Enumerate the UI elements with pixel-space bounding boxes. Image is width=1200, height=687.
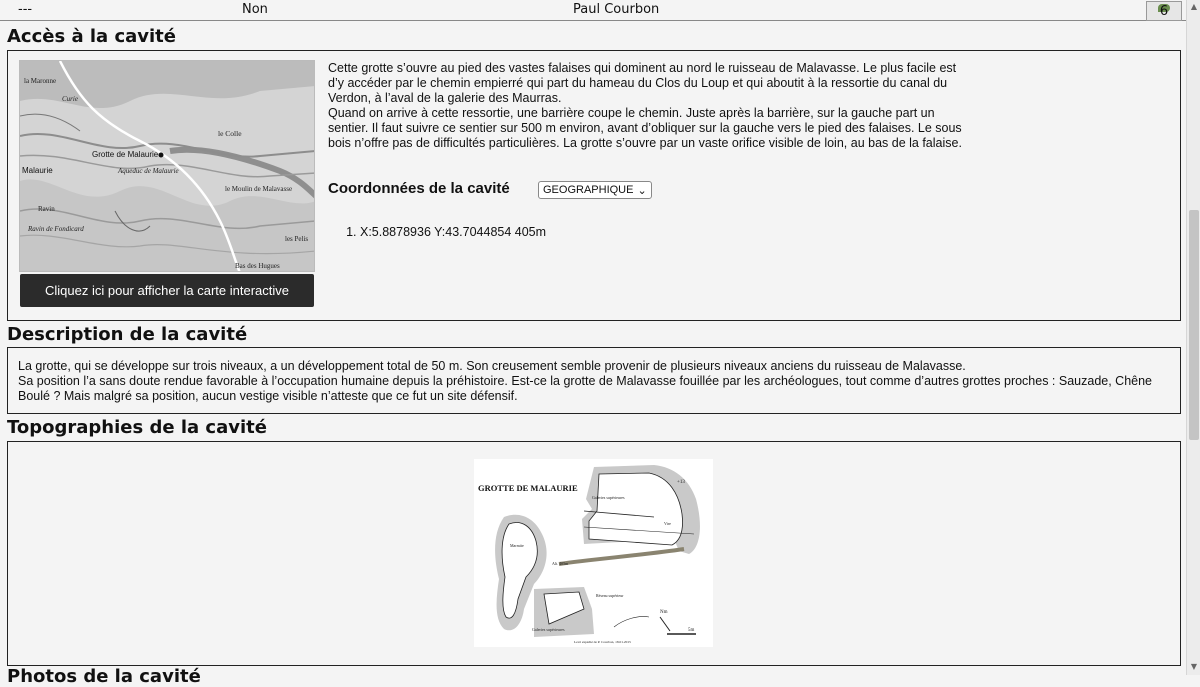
- row-action-button[interactable]: [1146, 1, 1182, 21]
- survey-credit: Levé expédié de P. Courbon, 18.01.2015: [574, 640, 631, 644]
- survey-label: Marmite: [510, 543, 524, 548]
- survey-graphic: [474, 459, 713, 647]
- map-label: Curie: [62, 95, 78, 103]
- description-paragraph: Sa position l’a sans doute rendue favorable à l’occupation humaine depuis la préhistoire. Est-ce la grotte de Malavasse fouillée par les archéologues, tout comme d’autres grottes proches : Sauzade, Chêne Boulé ? Mais malgré sa position, aucun vestige visible n’atteste que ce fut un site défensif.: [18, 374, 1153, 403]
- map-label: Aqueduc de Malaurie: [118, 167, 179, 175]
- description-section-title: Description de la cavité: [7, 324, 248, 345]
- interactive-map-button[interactable]: Cliquez ici pour afficher la carte interactive: [20, 274, 314, 307]
- map-label: Grotte de Malaurie: [92, 150, 159, 159]
- access-description: [328, 61, 968, 151]
- map-label: Ravin: [38, 205, 55, 213]
- survey-label: Alt. 405m: [552, 561, 569, 566]
- photos-section-title: Photos de la cavité: [7, 666, 201, 687]
- map-graphic: [20, 61, 315, 272]
- map-label: le Colle: [218, 129, 242, 138]
- survey-label: Nm: [660, 610, 668, 615]
- map-label: Bas des Hugues: [235, 262, 280, 270]
- access-section-title: Accès à la cavité: [7, 26, 176, 47]
- coordinate-system-value: GEOGRAPHIQUE: [543, 184, 634, 196]
- chevron-down-icon: ⌄: [637, 184, 647, 197]
- survey-title: GROTTE DE MALAURIE: [478, 483, 578, 493]
- topographic-map-image[interactable]: [19, 60, 315, 272]
- description-paragraph: La grotte, qui se développe sur trois niveaux, a un développement total de 50 m. Son creusement semble provenir de plusieurs niveaux anciens du ruisseau de Malavasse.: [18, 359, 966, 373]
- cave-survey-image[interactable]: [474, 459, 713, 647]
- row-action-badge: 6: [1159, 4, 1169, 19]
- survey-label: Réseau supérieur: [596, 593, 624, 598]
- coordinates-title: Coordonnées de la cavité: [328, 180, 510, 197]
- coordinate-system-select[interactable]: [538, 181, 652, 199]
- map-label: le Moulin de Malavasse: [225, 185, 293, 193]
- survey-label: Galeries supérieures: [532, 627, 565, 632]
- scroll-up-arrow-icon[interactable]: ▲: [1190, 2, 1198, 11]
- map-label: Malaurie: [22, 166, 53, 175]
- previous-table-row: [0, 0, 1186, 21]
- scroll-down-arrow-icon[interactable]: ▼: [1190, 662, 1198, 671]
- row-cell-1: ---: [18, 2, 33, 17]
- access-paragraph: Cette grotte s’ouvre au pied des vastes falaises qui dominent au nord le ruisseau de Malavasse. Le plus facile est d’y accéder par le chemin empierré qui part du hameau du Clos du Loup et qui aboutit à la ressortie du canal du Verdon, à l’aval de la galerie des Maurras.: [328, 61, 957, 105]
- coordinates-list: [342, 225, 546, 239]
- row-cell-3: Paul Courbon: [573, 2, 660, 17]
- access-paragraph: Quand on arrive à cette ressortie, une barrière coupe le chemin. Juste après la barrière, sur la gauche part un sentier. Il faut suivre ce sentier sur 500 m environ, avant d’obliquer sur la gauche vers le pied des falaises. Le sous bois n’offre pas de difficultés particulières. La grotte s’ouvre par un vaste orifice visible de loin, au bas de la falaise.: [328, 106, 962, 150]
- topographies-section-title: Topographies de la cavité: [7, 417, 267, 438]
- description-panel: [7, 347, 1181, 414]
- row-cell-2: Non: [242, 2, 268, 17]
- map-label: les Pelis: [285, 235, 309, 243]
- map-label: la Maronne: [24, 77, 57, 85]
- survey-label: Galeries supérieures: [592, 495, 625, 500]
- map-label: Ravin de Fondicard: [28, 225, 84, 233]
- access-panel: [7, 50, 1181, 321]
- survey-label: +13: [677, 480, 685, 485]
- scroll-thumb[interactable]: [1189, 210, 1199, 440]
- topographies-panel: [7, 441, 1181, 666]
- description-text: [18, 359, 1168, 404]
- survey-label: Vire: [664, 521, 671, 526]
- survey-label: 5m: [688, 628, 695, 633]
- coordinate-item: 1. X:5.8878936 Y:43.7044854 405m: [360, 225, 546, 239]
- vertical-scrollbar[interactable]: [1186, 0, 1200, 675]
